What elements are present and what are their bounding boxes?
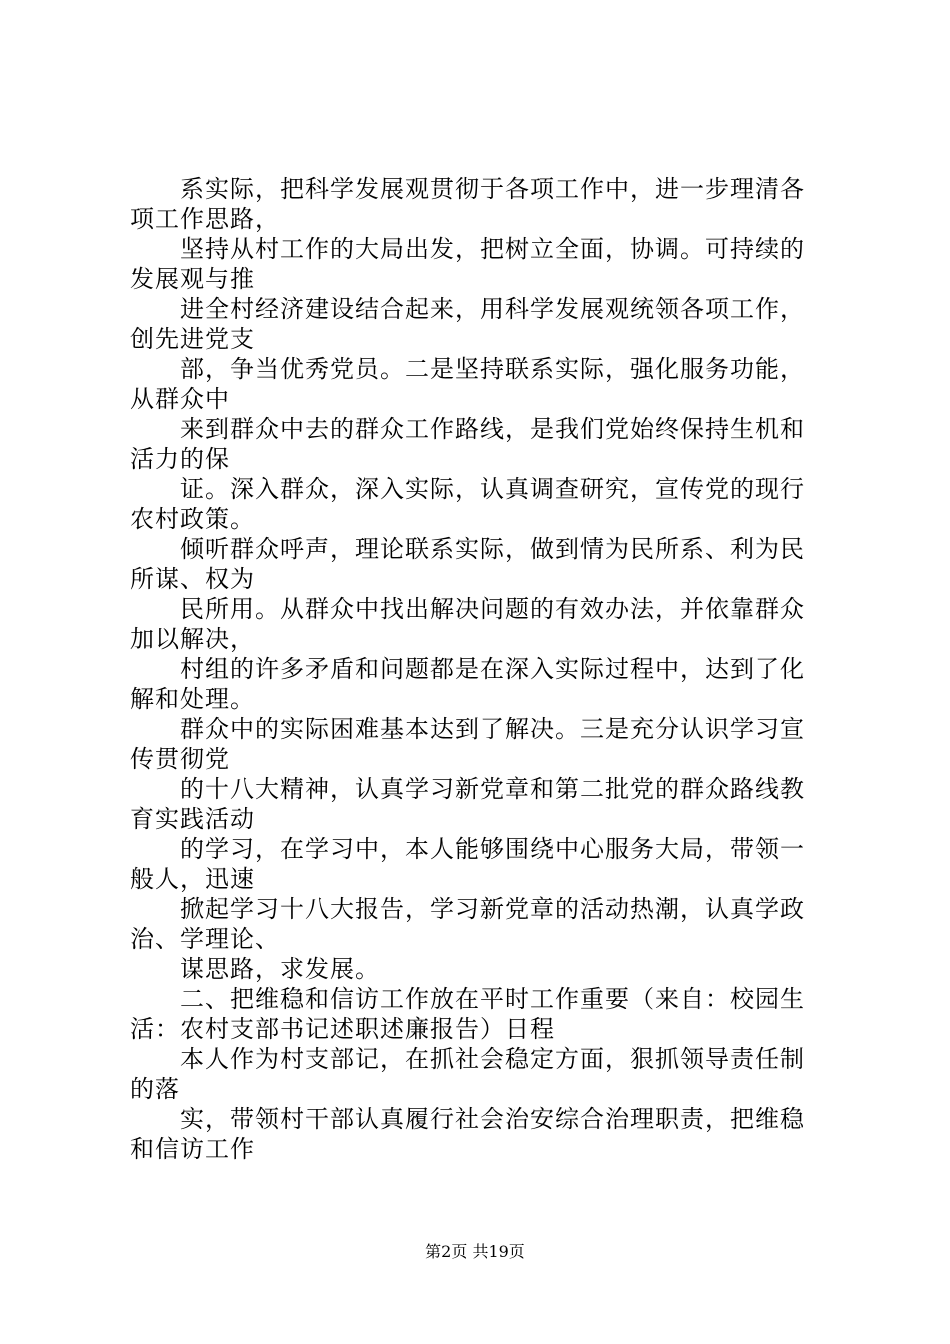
text-line: 活力的保 (130, 445, 230, 473)
text-line: 掀起学习十八大报告，学习新党章的活动热潮，认真学政 (180, 895, 805, 923)
text-line: 证。深入群众，深入实际，认真调查研究，宣传党的现行 (180, 475, 805, 503)
document-body (130, 174, 840, 1164)
text-line: 系实际，把科学发展观贯彻于各项工作中，进一步理清各 (180, 175, 805, 203)
text-line: 发展观与推 (130, 265, 255, 293)
text-line: 解和处理。 (130, 685, 255, 713)
text-line: 二、把维稳和信访工作放在平时工作重要（来自：校园生 (180, 985, 805, 1013)
text-line: 项工作思路， (130, 205, 280, 233)
page-number-footer: 第2页 共19页 (425, 1242, 525, 1261)
text-line: 所谋、权为 (130, 565, 255, 593)
text-line: 育实践活动 (130, 805, 255, 833)
text-line: 实，带领村干部认真履行社会治安综合治理职责，把维稳 (180, 1105, 805, 1133)
text-line: 民所用。从群众中找出解决问题的有效办法，并依靠群众 (180, 595, 805, 623)
text-line: 加以解决， (130, 625, 255, 653)
text-line: 般人，迅速 (130, 865, 255, 893)
text-line: 村组的许多矛盾和问题都是在深入实际过程中，达到了化 (180, 655, 805, 683)
text-line: 的十八大精神，认真学习新党章和第二批党的群众路线教 (180, 775, 805, 803)
text-line: 本人作为村支部记，在抓社会稳定方面，狠抓领导责任制 (180, 1045, 805, 1073)
text-line: 谋思路，求发展。 (180, 955, 380, 983)
text-line: 农村政策。 (130, 505, 255, 533)
text-line: 的落 (130, 1075, 180, 1103)
text-line: 创先进党支 (130, 325, 255, 353)
text-line: 进全村经济建设结合起来，用科学发展观统领各项工作， (180, 295, 805, 323)
text-line: 活：农村支部书记述职述廉报告）日程 (130, 1015, 555, 1043)
text-line: 部，争当优秀党员。二是坚持联系实际，强化服务功能， (180, 355, 805, 383)
text-line: 从群众中 (130, 385, 230, 413)
text-line: 传贯彻党 (130, 745, 230, 773)
text-line: 倾听群众呼声，理论联系实际，做到情为民所系、利为民 (180, 535, 805, 563)
text-line: 的学习，在学习中，本人能够围绕中心服务大局，带领一 (180, 835, 805, 863)
text-line: 治、学理论、 (130, 925, 280, 953)
text-line: 坚持从村工作的大局出发，把树立全面，协调。可持续的 (180, 235, 805, 263)
text-line: 群众中的实际困难基本达到了解决。三是充分认识学习宣 (180, 715, 805, 743)
text-line: 和信访工作 (130, 1135, 255, 1163)
text-line: 来到群众中去的群众工作路线，是我们党始终保持生机和 (180, 415, 805, 443)
